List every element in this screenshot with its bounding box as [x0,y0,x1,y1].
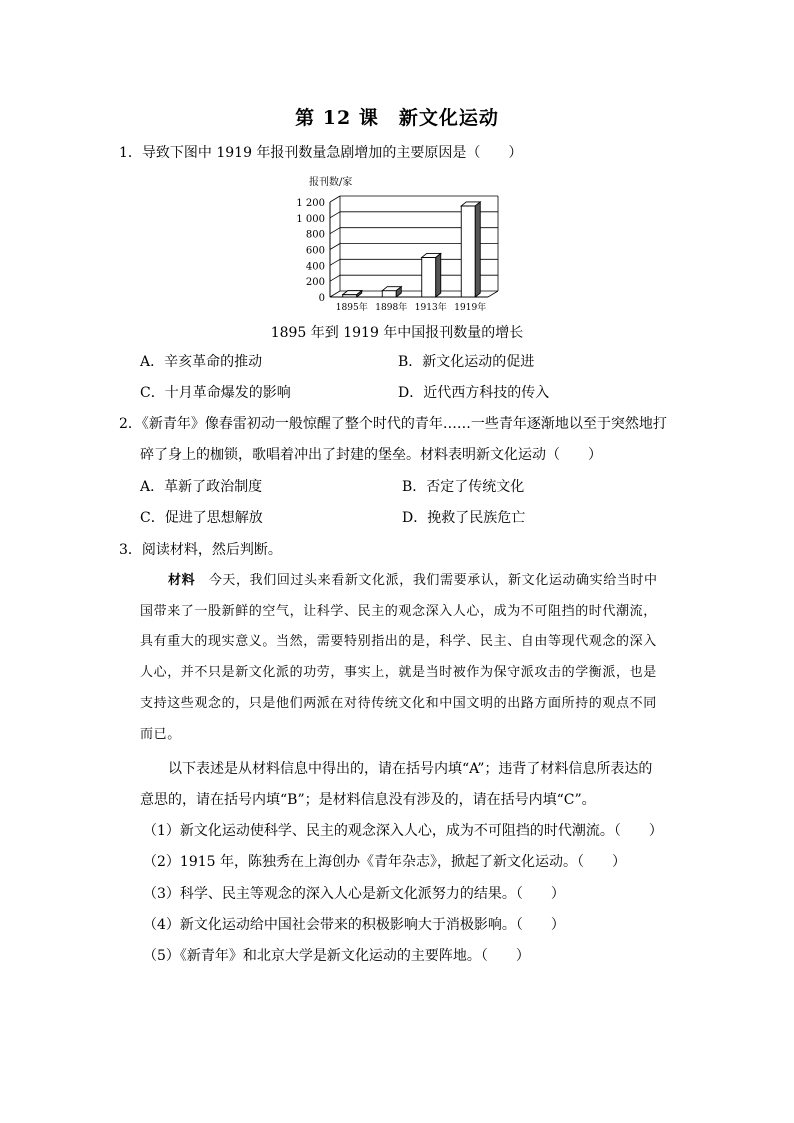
material-line-2: 国带来了一股新鲜的空气，让科学、民主的观念深入人心，成为不可阻挡的时代潮流， [140,604,657,619]
q3-stem: 3．阅读材料，然后判断。 [119,542,282,558]
y-tick-label-0: 0 [318,293,325,304]
q2-option-c: C．促进了思想解放 [140,510,263,526]
lesson-title: 第 12 课 新文化运动 [295,107,499,129]
y-tick-label-4: 800 [305,229,325,241]
q1-option-c: C．十月革命爆发的影响 [140,385,291,401]
q1-option-d: D．近代西方科技的传入 [398,385,550,401]
y-axis-title: 报刊数/家 [309,177,353,188]
y-tick-label-3: 600 [305,245,325,257]
q3-item-3: （3）科学、民主等观念的深入人心是新文化派努力的结果。（ ） [143,886,565,902]
bar-front-3 [461,206,475,297]
bar-front-1 [382,291,396,297]
material-label: 材料 [168,573,196,588]
q2-option-a: A．革新了政治制度 [140,479,263,495]
y-tick-label-2: 400 [305,261,325,273]
floor-right-edge [488,291,498,297]
material-line-4: 人心，并不只是新文化派的功劳，事实上，就是当时被作为保守派攻击的学衡派，也是 [140,665,657,680]
q3-instruction-line2: 意思的，请在括号内填“B”；是材料信息没有涉及的，请在括号内填“C”。 [140,792,596,808]
q2-stem-line2: 碎了身上的枷锁，歌唱着冲出了封建的堡垒。材料表明新文化运动（ ） [140,447,602,463]
grid-diagonal-2 [330,259,340,265]
q3-item-1: （1）新文化运动使科学、民主的观念深入人心，成为不可阻挡的时代潮流。（ ） [143,823,663,839]
q1-stem: 1．导致下图中 1919 年报刊数量急剧增加的主要原因是（ ） [119,145,523,161]
bar-side-3 [475,202,480,297]
x-tick-label-1: 1898年 [375,303,408,313]
x-tick-label-2: 1913年 [414,303,447,313]
q2-option-b: B．否定了传统文化 [402,479,525,495]
chart-caption: 1895 年到 1919 年中国报刊数量的增长 [270,325,524,341]
grid-diagonal-5 [330,212,340,218]
q3-item-4: （4）新文化运动给中国社会带来的积极影响大于消极影响。（ ） [143,917,565,933]
q3-instruction-line1: 以下表述是从材料信息中得出的，请在括号内填“A”；违背了材料信息所表达的 [168,761,653,777]
bar-front-2 [422,257,436,297]
x-tick-label-0: 1895年 [335,303,368,313]
grid-diagonal-6 [330,196,340,202]
material-line-5: 支持这些观念的，只是他们两派在对待传统文化和中国文明的出路方面所持的观点不同 [140,696,657,711]
q1-option-a: A．辛亥革命的推动 [140,354,263,370]
q2-option-d: D．挽救了民族危亡 [402,510,526,526]
q3-item-5: （5）《新青年》和北京大学是新文化运动的主要阵地。（ ） [143,948,530,964]
grid-diagonal-3 [330,244,340,250]
grid-diagonal-0 [330,291,340,297]
x-tick-label-3: 1919年 [454,303,487,313]
material-text-1: 今天，我们回过头来看新文化派，我们需要承认，新文化运动确实给当时中 [208,573,658,588]
q1-option-b: B．新文化运动的促进 [398,354,535,370]
q2-stem-line1: 2．《新青年》像春雷初动一般惊醒了整个时代的青年……一些青年逐渐地以至于突然地打 [119,416,667,432]
y-tick-label-1: 200 [305,277,325,289]
q3-item-2: （2）1915 年，陈独秀在上海创办《青年杂志》，掀起了新文化运动。（ ） [143,854,626,870]
material-line-1 [168,571,658,591]
newspaper-count-bar-chart [0,173,794,313]
y-tick-label-5: 1 000 [296,213,325,225]
bar-side-2 [436,253,441,297]
material-line-3: 具有重大的现实意义。当然，需要特别指出的是，科学、民主、自由等现代观念的深入 [140,634,657,649]
y-tick-label-6: 1 200 [296,198,325,209]
grid-diagonal-1 [330,275,340,281]
material-line-6: 而已。 [140,727,181,742]
grid-diagonal-4 [330,228,340,234]
